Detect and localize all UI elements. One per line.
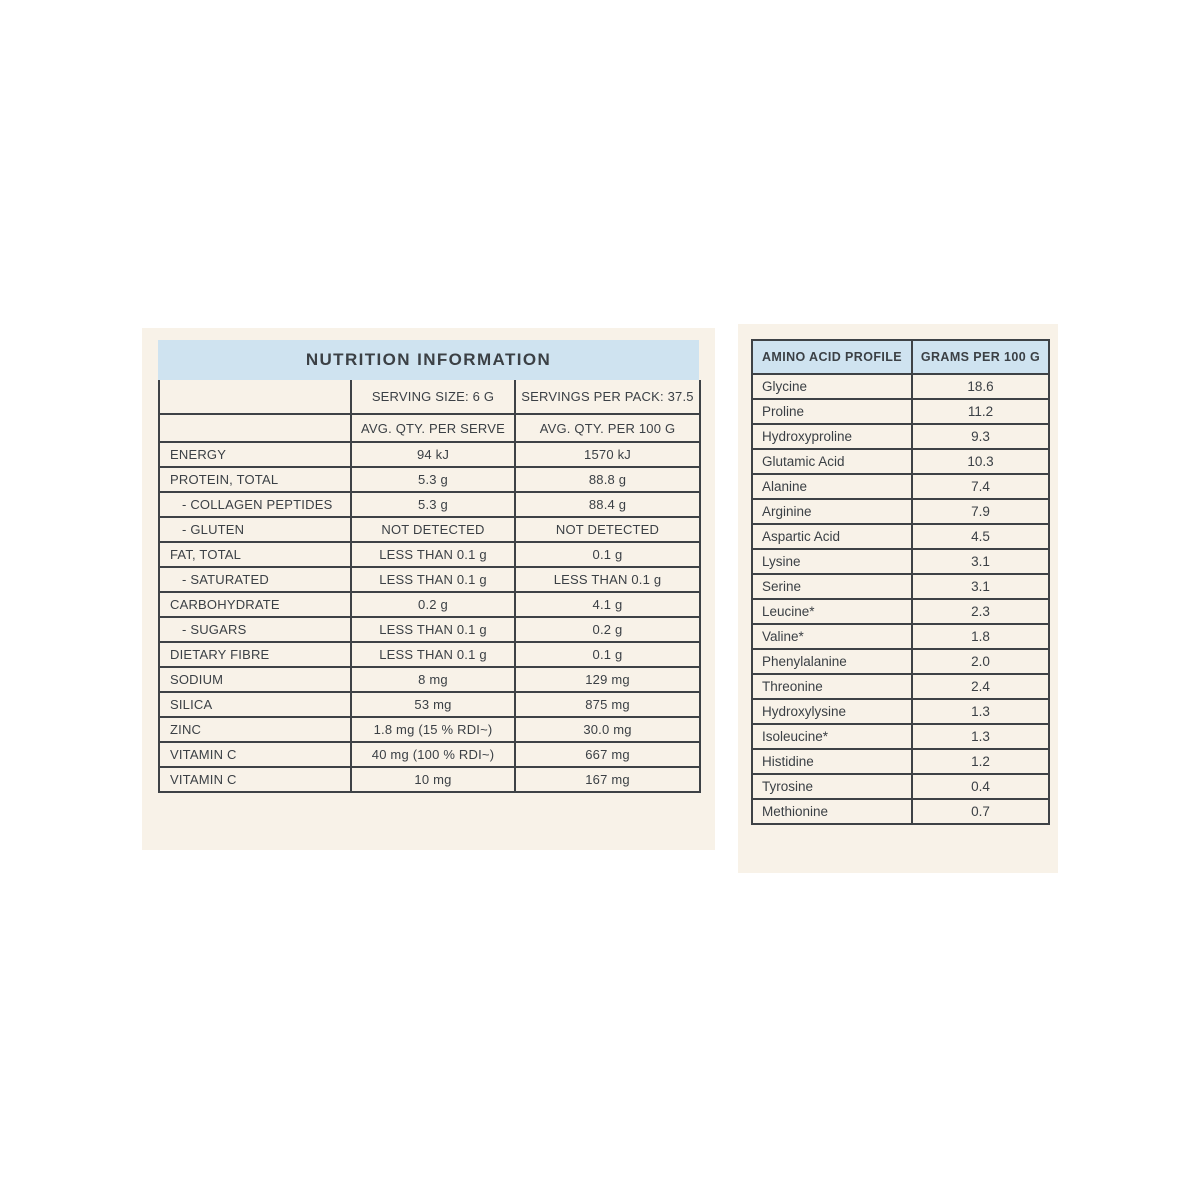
amino-row-name: Arginine [752,499,912,524]
amino-row-value: 9.3 [912,424,1049,449]
nutrition-header-spacer [159,380,351,414]
nutrition-row [159,492,700,517]
nutrition-row [159,517,700,542]
nutrition-value-per-serve: 8 mg [351,667,515,692]
amino-row-name: Serine [752,574,912,599]
nutrition-value-per-serve: 40 mg (100 % RDI~) [351,742,515,767]
nutrition-header-row [159,414,700,442]
amino-row-name: Alanine [752,474,912,499]
nutrition-row [159,692,700,717]
nutrition-row-label: PROTEIN, TOTAL [159,467,351,492]
nutrition-row-label: FAT, TOTAL [159,542,351,567]
nutrition-value-per-100g: 667 mg [515,742,700,767]
amino-row [752,399,1049,424]
amino-row [752,549,1049,574]
nutrition-row-label: CARBOHYDRATE [159,592,351,617]
nutrition-row [159,767,700,792]
nutrition-value-per-serve: 53 mg [351,692,515,717]
amino-row-value: 10.3 [912,449,1049,474]
nutrition-row-label: SODIUM [159,667,351,692]
nutrition-title: NUTRITION INFORMATION [158,340,699,380]
amino-row-value: 11.2 [912,399,1049,424]
nutrition-value-per-serve: NOT DETECTED [351,517,515,542]
amino-row-name: Glutamic Acid [752,449,912,474]
amino-row-value: 0.7 [912,799,1049,824]
amino-row-name: Aspartic Acid [752,524,912,549]
nutrition-value-per-100g: 4.1 g [515,592,700,617]
amino-row-name: Methionine [752,799,912,824]
nutrition-header-per-100g: AVG. QTY. PER 100 G [515,414,700,442]
nutrition-value-per-serve: LESS THAN 0.1 g [351,567,515,592]
nutrition-row-label: SILICA [159,692,351,717]
nutrition-value-per-100g: 1570 kJ [515,442,700,467]
nutrition-row-label: VITAMIN C [159,742,351,767]
amino-row-name: Hydroxylysine [752,699,912,724]
amino-row [752,649,1049,674]
nutrition-row-label: - SATURATED [159,567,351,592]
nutrition-value-per-100g: 129 mg [515,667,700,692]
nutrition-row-label: ENERGY [159,442,351,467]
amino-row-name: Isoleucine* [752,724,912,749]
amino-row-value: 1.3 [912,699,1049,724]
amino-row-value: 3.1 [912,574,1049,599]
amino-row-value: 2.0 [912,649,1049,674]
amino-acid-table [751,339,1050,825]
amino-row-name: Hydroxyproline [752,424,912,449]
nutrition-value-per-100g: NOT DETECTED [515,517,700,542]
amino-row-value: 2.4 [912,674,1049,699]
amino-row-value: 1.8 [912,624,1049,649]
nutrition-value-per-serve: LESS THAN 0.1 g [351,642,515,667]
nutrition-row [159,567,700,592]
nutrition-value-per-100g: 0.1 g [515,642,700,667]
nutrition-panel [142,328,715,850]
nutrition-row-label: - SUGARS [159,617,351,642]
amino-row-name: Threonine [752,674,912,699]
amino-row-name: Valine* [752,624,912,649]
amino-acid-panel [738,324,1058,873]
amino-row [752,724,1049,749]
amino-row-name: Histidine [752,749,912,774]
nutrition-row [159,642,700,667]
nutrition-row [159,617,700,642]
amino-row [752,574,1049,599]
amino-row-value: 4.5 [912,524,1049,549]
nutrition-row-label: - GLUTEN [159,517,351,542]
amino-row [752,699,1049,724]
amino-row-value: 0.4 [912,774,1049,799]
amino-row-name: Tyrosine [752,774,912,799]
amino-header-profile: AMINO ACID PROFILE [752,340,912,374]
nutrition-value-per-100g: 0.2 g [515,617,700,642]
nutrition-row [159,667,700,692]
amino-row [752,799,1049,824]
nutrition-value-per-serve: LESS THAN 0.1 g [351,542,515,567]
nutrition-value-per-100g: 0.1 g [515,542,700,567]
nutrition-panel-inner [158,340,699,793]
nutrition-value-per-serve: 94 kJ [351,442,515,467]
nutrition-value-per-serve: 5.3 g [351,467,515,492]
nutrition-row-label: DIETARY FIBRE [159,642,351,667]
amino-row [752,474,1049,499]
amino-row-value: 7.4 [912,474,1049,499]
nutrition-row [159,592,700,617]
nutrition-row-label: VITAMIN C [159,767,351,792]
nutrition-header-per-serve: SERVING SIZE: 6 G [351,380,515,414]
nutrition-header-spacer [159,414,351,442]
nutrition-row [159,542,700,567]
nutrition-row-label: ZINC [159,717,351,742]
amino-row-name: Proline [752,399,912,424]
nutrition-header-row [159,380,700,414]
amino-row [752,749,1049,774]
amino-header-row [752,340,1049,374]
amino-row-name: Leucine* [752,599,912,624]
amino-row-value: 7.9 [912,499,1049,524]
nutrition-row-label: - COLLAGEN PEPTIDES [159,492,351,517]
nutrition-row [159,442,700,467]
nutrition-value-per-100g: 88.8 g [515,467,700,492]
amino-row-name: Lysine [752,549,912,574]
amino-row-value: 18.6 [912,374,1049,399]
amino-header-grams: GRAMS PER 100 G [912,340,1049,374]
nutrition-value-per-100g: 88.4 g [515,492,700,517]
nutrition-value-per-serve: 0.2 g [351,592,515,617]
nutrition-value-per-100g: 875 mg [515,692,700,717]
nutrition-value-per-100g: 167 mg [515,767,700,792]
nutrition-value-per-serve: LESS THAN 0.1 g [351,617,515,642]
nutrition-value-per-100g: 30.0 mg [515,717,700,742]
amino-row-value: 2.3 [912,599,1049,624]
nutrition-value-per-serve: 1.8 mg (15 % RDI~) [351,717,515,742]
amino-row [752,499,1049,524]
nutrition-table [158,380,701,793]
nutrition-value-per-serve: 5.3 g [351,492,515,517]
nutrition-header-per-100g: SERVINGS PER PACK: 37.5 [515,380,700,414]
amino-row [752,374,1049,399]
amino-row [752,449,1049,474]
amino-row [752,424,1049,449]
amino-row [752,774,1049,799]
amino-row-value: 1.2 [912,749,1049,774]
amino-row-name: Phenylalanine [752,649,912,674]
nutrition-value-per-100g: LESS THAN 0.1 g [515,567,700,592]
amino-row [752,599,1049,624]
amino-row [752,674,1049,699]
nutrition-header-per-serve: AVG. QTY. PER SERVE [351,414,515,442]
amino-row [752,624,1049,649]
nutrition-row [159,717,700,742]
amino-row-name: Glycine [752,374,912,399]
amino-row-value: 3.1 [912,549,1049,574]
nutrition-value-per-serve: 10 mg [351,767,515,792]
nutrition-row [159,467,700,492]
nutrition-row [159,742,700,767]
amino-row [752,524,1049,549]
amino-row-value: 1.3 [912,724,1049,749]
